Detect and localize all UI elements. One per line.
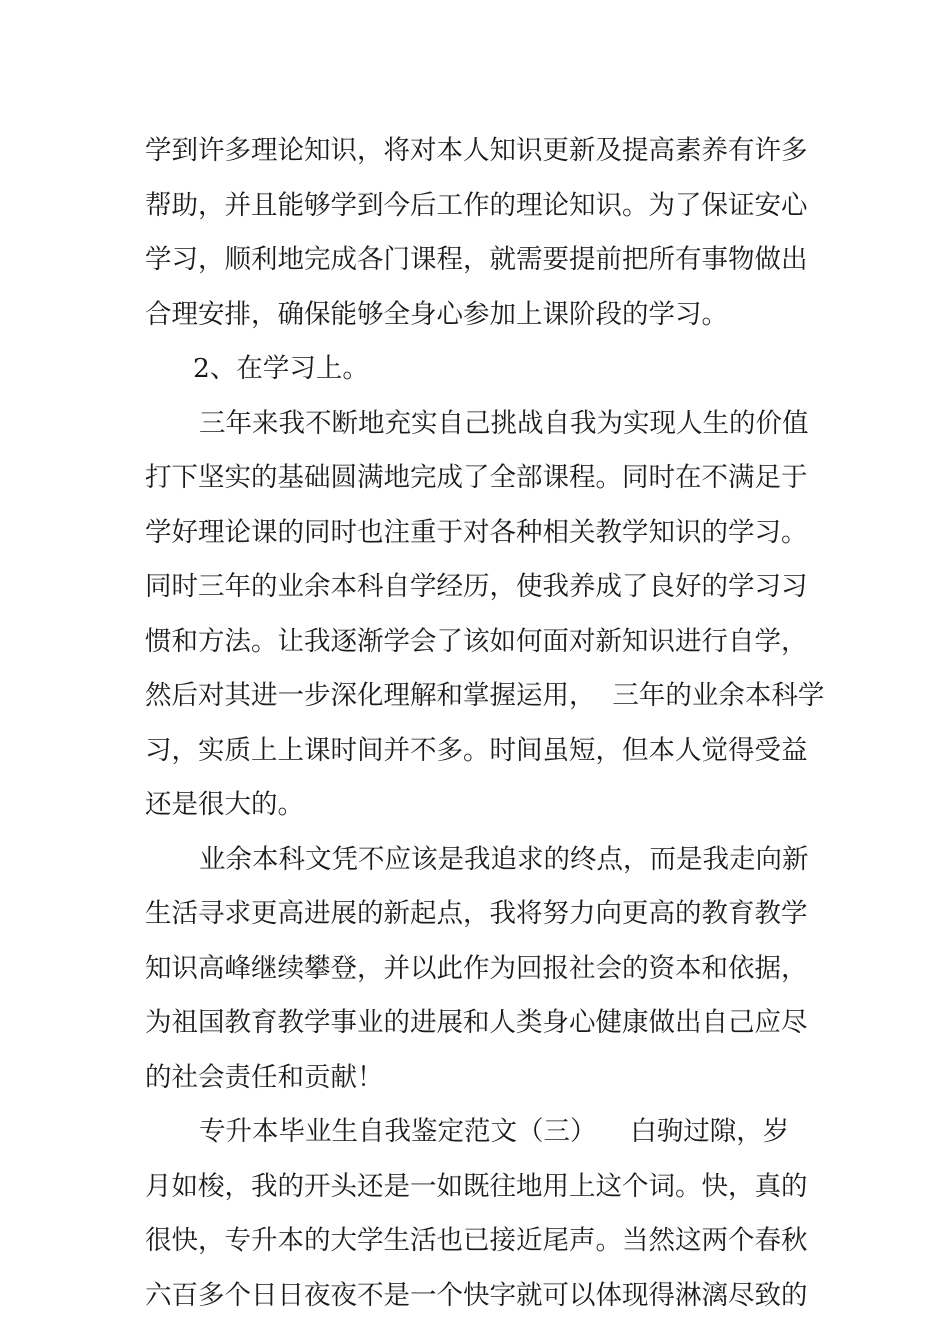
text-line: 习，实质上上课时间并不多。时间虽短，但本人觉得受益 <box>145 734 808 766</box>
text-line: 然后对其进一步深化理解和掌握运用， 三年的业余本科学 <box>145 680 825 711</box>
text-line: 还是很大的。 <box>145 789 304 820</box>
section-heading: 2、在学习上。 <box>193 353 369 384</box>
text-line: 打下坚实的基础圆满地完成了全部课程。同时在不满足于 <box>145 462 808 493</box>
text-line: 月如梭，我的开头还是一如既往地用上这个词。快，真的 <box>145 1170 808 1202</box>
text-line: 学到许多理论知识，将对本人知识更新及提高素养有许多 <box>145 135 808 166</box>
text-line: 学习，顺利地完成各门课程，就需要提前把所有事物做出 <box>145 244 808 275</box>
text-line: 合理安排，确保能够全身心参加上课阶段的学习。 <box>145 298 728 330</box>
text-line: 惯和方法。让我逐渐学会了该如何面对新知识进行自学， <box>145 625 808 657</box>
text-line: 的社会责任和贡献！ <box>145 1061 384 1093</box>
text-line: 知识高峰继续攀登，并以此作为回报社会的资本和依据， <box>145 952 808 984</box>
document-body <box>145 124 825 1323</box>
text-line: 六百多个日日夜夜不是一个快字就可以体现得淋漓尽致的 <box>145 1279 808 1311</box>
text-line: 很快，专升本的大学生活也已接近尾声。当然这两个春秋 <box>145 1225 808 1256</box>
text-line: 为祖国教育教学事业的进展和人类身心健康做出自己应尽 <box>145 1007 808 1038</box>
text-line: 生活寻求更高进展的新起点，我将努力向更高的教育教学 <box>145 898 808 929</box>
paragraph-first-line: 专升本毕业生自我鉴定范文（三） 白驹过隙，岁 <box>199 1116 790 1147</box>
text-line: 帮助，并且能够学到今后工作的理论知识。为了保证安心 <box>145 189 808 221</box>
text-line: 学好理论课的同时也注重于对各种相关教学知识的学习。 <box>145 516 808 548</box>
paragraph-first-line: 三年来我不断地充实自己挑战自我为实现人生的价值 <box>199 407 809 439</box>
paragraph-first-line: 业余本科文凭不应该是我追求的终点，而是我走向新 <box>199 843 809 875</box>
text-line: 同时三年的业余本科自学经历，使我养成了良好的学习习 <box>145 571 808 602</box>
